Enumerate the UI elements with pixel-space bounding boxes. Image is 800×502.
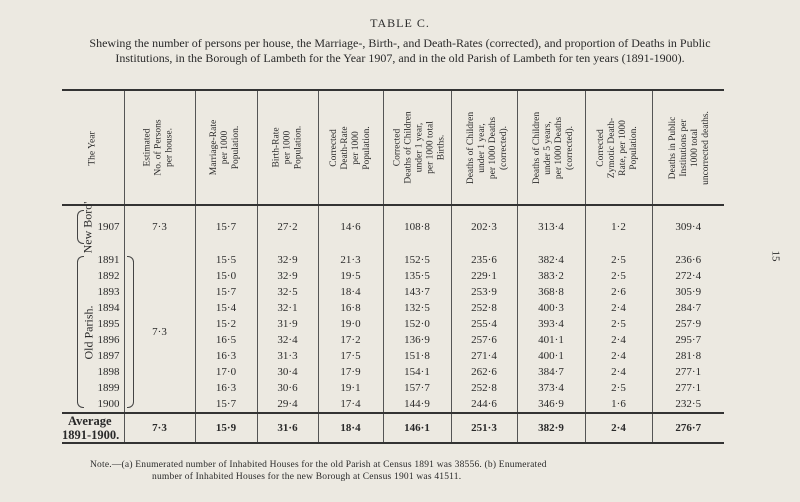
death-cell: 19·5 (318, 268, 383, 284)
infant-deaths-cell: 262·6 (451, 364, 517, 380)
persons-cell: 7·3 (124, 413, 195, 443)
birth-cell: 27·2 (257, 205, 318, 248)
infant-births-cell: 108·8 (383, 205, 451, 248)
year-cell: 1891 (97, 254, 120, 266)
table-row-average (62, 413, 724, 443)
under5-cell: 368·8 (517, 284, 585, 300)
under5-cell: 400·1 (517, 348, 585, 364)
year-cell: 1900 (97, 398, 120, 410)
zymotic-cell: 1·2 (585, 205, 652, 248)
infant-births-cell: 135·5 (383, 268, 451, 284)
institutions-cell: 277·1 (652, 364, 724, 380)
year-cell: 1896 (97, 334, 120, 346)
infant-deaths-cell: 257·6 (451, 332, 517, 348)
zymotic-cell: 2·4 (585, 413, 652, 443)
institutions-cell: 284·7 (652, 300, 724, 316)
zymotic-cell: 2·5 (585, 316, 652, 332)
infant-deaths-cell: 244·6 (451, 396, 517, 413)
under5-cell: 382·9 (517, 413, 585, 443)
marriage-cell: 15·7 (195, 396, 257, 413)
institutions-cell: 276·7 (652, 413, 724, 443)
institutions-cell: 257·9 (652, 316, 724, 332)
death-cell: 19·1 (318, 380, 383, 396)
table-row-1891 (62, 252, 724, 268)
death-cell: 18·4 (318, 284, 383, 300)
death-cell: 17·4 (318, 396, 383, 413)
infant-deaths-cell: 235·6 (451, 252, 517, 268)
under5-cell: 313·4 (517, 205, 585, 248)
infant-deaths-cell: 252·8 (451, 300, 517, 316)
header-zymotic (585, 90, 652, 205)
death-cell: 17·9 (318, 364, 383, 380)
birth-cell: 32·1 (257, 300, 318, 316)
institutions-cell: 236·6 (652, 252, 724, 268)
marriage-cell: 15·4 (195, 300, 257, 316)
institutions-cell: 305·9 (652, 284, 724, 300)
death-cell: 17·2 (318, 332, 383, 348)
under5-cell: 401·1 (517, 332, 585, 348)
table-title: TABLE C. (370, 16, 430, 30)
birth-cell: 31·6 (257, 413, 318, 443)
zymotic-cell: 1·6 (585, 396, 652, 413)
infant-deaths-cell: 253·9 (451, 284, 517, 300)
institutions-cell: 309·4 (652, 205, 724, 248)
marriage-cell: 15·2 (195, 316, 257, 332)
header-label: Deaths in Public Institutions per 1000 total uncorrected deaths. (667, 110, 711, 185)
institutions-cell: 272·4 (652, 268, 724, 284)
infant-births-cell: 152·0 (383, 316, 451, 332)
year-cell: 1897 (97, 350, 120, 362)
birth-cell: 30·6 (257, 380, 318, 396)
header-marriage (195, 90, 257, 205)
death-cell: 17·5 (318, 348, 383, 364)
infant-births-cell: 152·5 (383, 252, 451, 268)
infant-deaths-cell: 229·1 (451, 268, 517, 284)
group-label-text: Old Parish. (81, 305, 96, 359)
header-label: Marriage-Rate per 1000 Population. (209, 119, 242, 176)
institutions-cell: 232·5 (652, 396, 724, 413)
header-label: The Year (87, 131, 98, 166)
year-cell: 1907 (97, 221, 120, 233)
table-row-1907 (62, 205, 724, 248)
marriage-cell: 16·3 (195, 380, 257, 396)
infant-births-cell: 157·7 (383, 380, 451, 396)
header-label: Estimated No. of Persons per house. (143, 119, 175, 176)
zymotic-cell: 2·4 (585, 300, 652, 316)
year-cell: 1892 (97, 270, 120, 282)
zymotic-cell: 2·6 (585, 284, 652, 300)
institutions-cell: 277·1 (652, 380, 724, 396)
death-cell: 16·8 (318, 300, 383, 316)
zymotic-cell: 2·5 (585, 268, 652, 284)
header-label: Deaths of Children under 1 year, per 1000 Deaths (corrected). (465, 111, 509, 184)
under5-cell: 384·7 (517, 364, 585, 380)
zymotic-cell: 2·4 (585, 364, 652, 380)
average-label: Average 1891-1900. (62, 413, 124, 443)
marriage-cell: 16·3 (195, 348, 257, 364)
page-number: 15 (769, 250, 782, 262)
infant-births-cell: 154·1 (383, 364, 451, 380)
death-cell: 14·6 (318, 205, 383, 248)
header-birth (257, 90, 318, 205)
infant-deaths-cell: 271·4 (451, 348, 517, 364)
birth-cell: 31·3 (257, 348, 318, 364)
birth-cell: 32·9 (257, 252, 318, 268)
infant-deaths-cell: 202·3 (451, 205, 517, 248)
under5-cell: 346·9 (517, 396, 585, 413)
infant-deaths-cell: 251·3 (451, 413, 517, 443)
header-label: Corrected Death-Rate per 1000 Population. (328, 125, 372, 170)
header-year (62, 90, 124, 205)
header-infant-deaths (451, 90, 517, 205)
birth-cell: 31·9 (257, 316, 318, 332)
header-label: Corrected Deaths of Children under 1 year, per 1000 total Births. (392, 111, 447, 184)
infant-births-cell: 143·7 (383, 284, 451, 300)
statistics-table (62, 89, 724, 444)
birth-cell: 30·4 (257, 364, 318, 380)
year-cell: 1893 (97, 286, 120, 298)
footnote-line-2: number of Inhabited Houses for the new Borough at Census 1901 was 41511. (152, 472, 462, 482)
under5-cell: 383·2 (517, 268, 585, 284)
year-cell: 1894 (97, 302, 120, 314)
zymotic-cell: 2·4 (585, 332, 652, 348)
birth-cell: 32·9 (257, 268, 318, 284)
marriage-cell: 15·9 (195, 413, 257, 443)
header-label: Deaths of Children under 5 years, per 1000 Deaths (corrected). (531, 111, 575, 184)
marriage-cell: 15·0 (195, 268, 257, 284)
footnote (90, 459, 730, 483)
year-cell: 1899 (97, 382, 120, 394)
group-label-new-boro: New Boro' (62, 205, 86, 248)
infant-births-cell: 151·8 (383, 348, 451, 364)
year-cell: 1895 (97, 318, 120, 330)
under5-cell: 393·4 (517, 316, 585, 332)
infant-births-cell: 132·5 (383, 300, 451, 316)
table-subtitle: Shewing the number of persons per house, the Marriage-, Birth-, and Death-Rates (corrected), and proportion of Deaths in Public Institutions, in the Borough of Lambeth for the Year 1907, and in the old Parish of Lambeth for ten years (1891-1900). (89, 36, 711, 65)
marriage-cell: 17·0 (195, 364, 257, 380)
death-cell: 18·4 (318, 413, 383, 443)
group-label-old-parish (62, 252, 96, 413)
header-label: Birth-Rate per 1000 Population. (270, 125, 303, 170)
persons-cell (124, 252, 195, 413)
under5-cell: 400·3 (517, 300, 585, 316)
header-death (318, 90, 383, 205)
marriage-cell: 15·7 (195, 205, 257, 248)
zymotic-cell: 2·4 (585, 348, 652, 364)
zymotic-cell: 2·5 (585, 252, 652, 268)
infant-deaths-cell: 255·4 (451, 316, 517, 332)
under5-cell: 373·4 (517, 380, 585, 396)
footnote-line-1: Note.—(a) Enumerated number of Inhabited Houses for the old Parish at Census 1891 was 38556. (b) Enumerated (90, 460, 547, 470)
header-under5 (517, 90, 585, 205)
institutions-cell: 295·7 (652, 332, 724, 348)
infant-deaths-cell: 252·8 (451, 380, 517, 396)
header-infant-births (383, 90, 451, 205)
year-cell: 1898 (97, 366, 120, 378)
persons-cell: 7·3 (124, 205, 195, 248)
infant-births-cell: 144·9 (383, 396, 451, 413)
institutions-cell: 281·8 (652, 348, 724, 364)
marriage-cell: 15·7 (195, 284, 257, 300)
header-label: Corrected Zymotic Death- Rate, per 1000 Population. (596, 117, 640, 178)
birth-cell: 32·5 (257, 284, 318, 300)
header-institutions (652, 90, 724, 205)
death-cell: 19·0 (318, 316, 383, 332)
persons-value: 7·3 (152, 326, 167, 338)
death-cell: 21·3 (318, 252, 383, 268)
under5-cell: 382·4 (517, 252, 585, 268)
infant-births-cell: 146·1 (383, 413, 451, 443)
infant-births-cell: 136·9 (383, 332, 451, 348)
header-row (62, 90, 724, 205)
header-persons (124, 90, 195, 205)
marriage-cell: 15·5 (195, 252, 257, 268)
birth-cell: 32·4 (257, 332, 318, 348)
marriage-cell: 16·5 (195, 332, 257, 348)
birth-cell: 29·4 (257, 396, 318, 413)
zymotic-cell: 2·5 (585, 380, 652, 396)
